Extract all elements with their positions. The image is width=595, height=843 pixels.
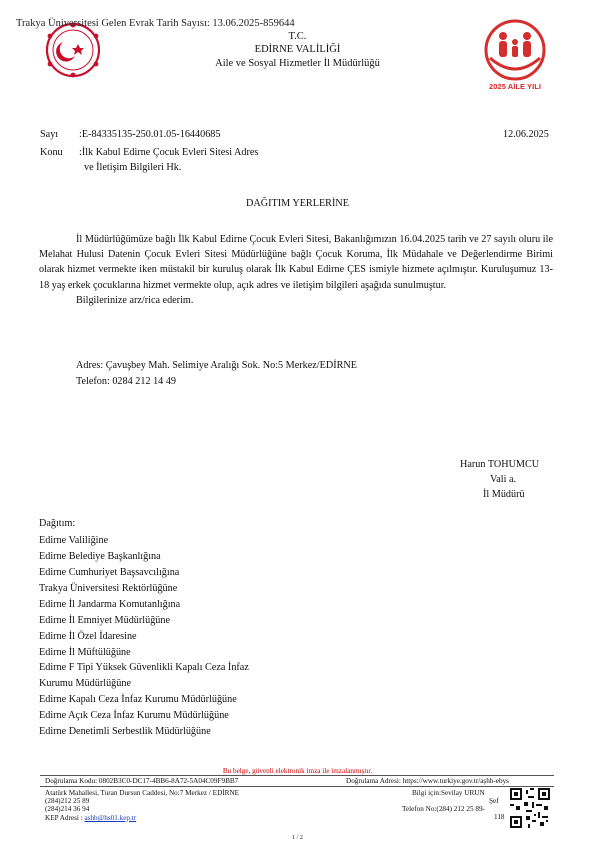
kep-label: KEP Adresi :: [45, 814, 83, 822]
qr-code: [510, 788, 550, 828]
contact-phone: Telefon No:(284) 212 25 89-: [402, 805, 485, 813]
document-date: 12.06.2025: [503, 129, 549, 140]
signer-role-2: İl Müdürü: [483, 489, 525, 500]
signer-name: Harun TOHUMCU: [460, 459, 540, 470]
kep-link[interactable]: ashb@hs01.kep.tr: [84, 814, 137, 822]
esign-notice: Bu belge, güvenli elektronik imza ile imzalanmıştır.: [222, 767, 373, 775]
incoming-document-stamp: Trakya Üniversitesi Gelen Evrak Tarih Sayısı: 13.06.2025-859644: [16, 18, 295, 29]
verification-address: Doğrulama Adresi: https://www.turkiye.gov.tr/aşhb-ebys: [346, 777, 509, 785]
sayi-label: Sayı: [40, 129, 59, 140]
konu-line-1: :İlk Kabul Edirne Çocuk Evleri Sitesi Adres: [79, 147, 259, 158]
distribution-item: Trakya Üniversitesi Rektörlüğüne: [39, 583, 178, 594]
kep-address-row: [45, 814, 136, 823]
distribution-item: Kurumu Müdürlüğüne: [39, 678, 131, 689]
contact-title: Şef: [489, 797, 499, 805]
konu-line-2: ve İletişim Bilgileri Hk.: [84, 162, 182, 173]
distribution-item: Edirne İl Müftülüğüne: [39, 647, 131, 658]
contact-extension: 118: [494, 813, 505, 821]
header-governorship: EDİRNE VALİLİĞİ: [254, 44, 341, 55]
document-title: DAĞITIM YERLERİNE: [246, 198, 349, 209]
distribution-item: Edirne Denetimli Serbestlik Müdürlüğüne: [39, 726, 211, 737]
distribution-heading: Dağıtım:: [39, 518, 76, 529]
family-year-badge: [476, 18, 554, 94]
distribution-item: Edirne İl Özel İdaresine: [39, 631, 137, 642]
footer-divider-top: [40, 775, 554, 776]
institution-phone-1: (284)212 25 89: [45, 797, 90, 805]
main-paragraph: İl Müdürlüğümüze bağlı İlk Kabul Edirne Çocuk Evleri Sitesi, Bakanlığımızın 16.04.2025 tarih ve 27 sayılı oluru ile Melahat Hulusi Datenin Çocuk Evleri Sitesi Müdürlüğüne bağlı Çocuk Koruma, İlk Müdahale ve Değerlendirme Birimi olarak hizmet vermekte iken müstakil bir kuruluş olarak İlk Kabul Edirne ÇES ismiyle hizmete açılmıştır. Kuruluşumuz 13-18 yaş erkek çocuklarına hizmet vermekte olup, açık adres ve iletişim bilgileri aşağıda sunulmuştur.: [39, 234, 553, 291]
closing-line: Bilgilerinize arz/rica ederim.: [76, 294, 194, 306]
distribution-item: Edirne Valiliğine: [39, 535, 109, 546]
header-tc: T.C.: [288, 31, 307, 42]
distribution-item: Edirne F Tipi Yüksek Güvenlikli Kapalı Ceza İnfaz: [39, 662, 249, 673]
verification-code: Doğrulama Kodu: 0802B3C0-DC17-4BB6-8A72-5A04C09F9BB7: [45, 777, 239, 785]
institution-phone-2: (284)214 36 94: [45, 805, 90, 813]
address-line: Adres: Çavuşbey Mah. Selimiye Aralığı Sok. No:5 Merkez/EDİRNE: [76, 360, 357, 371]
body-paragraph: [39, 232, 553, 308]
distribution-item: Edirne Açık Ceza İnfaz Kurumu Müdürlüğüne: [39, 710, 229, 721]
signer-role-1: Vali a.: [490, 474, 517, 485]
header-directorate: Aile ve Sosyal Hizmetler İl Müdürlüğü: [215, 58, 380, 69]
family-year-badge-label: 2025 AİLE YILI: [489, 82, 541, 91]
page-number: 1 / 2: [292, 835, 303, 841]
phone-line: Telefon: 0284 212 14 49: [76, 376, 177, 387]
sayi-value: :E-84335135-250.01.05-16440685: [79, 129, 221, 140]
footer-divider-bottom: [40, 786, 554, 787]
distribution-item: Edirne Cumhuriyet Başsavcılığına: [39, 567, 180, 578]
distribution-item: Edirne Belediye Başkanlığına: [39, 551, 161, 562]
contact-person: Bilgi için:Sevilay URUN: [412, 789, 485, 797]
distribution-item: Edirne İl Emniyet Müdürlüğüne: [39, 615, 170, 626]
distribution-item: Edirne Kapalı Ceza İnfaz Kurumu Müdürlüğüne: [39, 694, 237, 705]
institution-address: Atatürk Mahallesi, Turan Dursun Caddesi, No:7 Merkez / EDİRNE: [45, 789, 240, 797]
distribution-item: Edirne İl Jandarma Komutanlığına: [39, 599, 181, 610]
konu-label: Konu: [40, 147, 63, 158]
